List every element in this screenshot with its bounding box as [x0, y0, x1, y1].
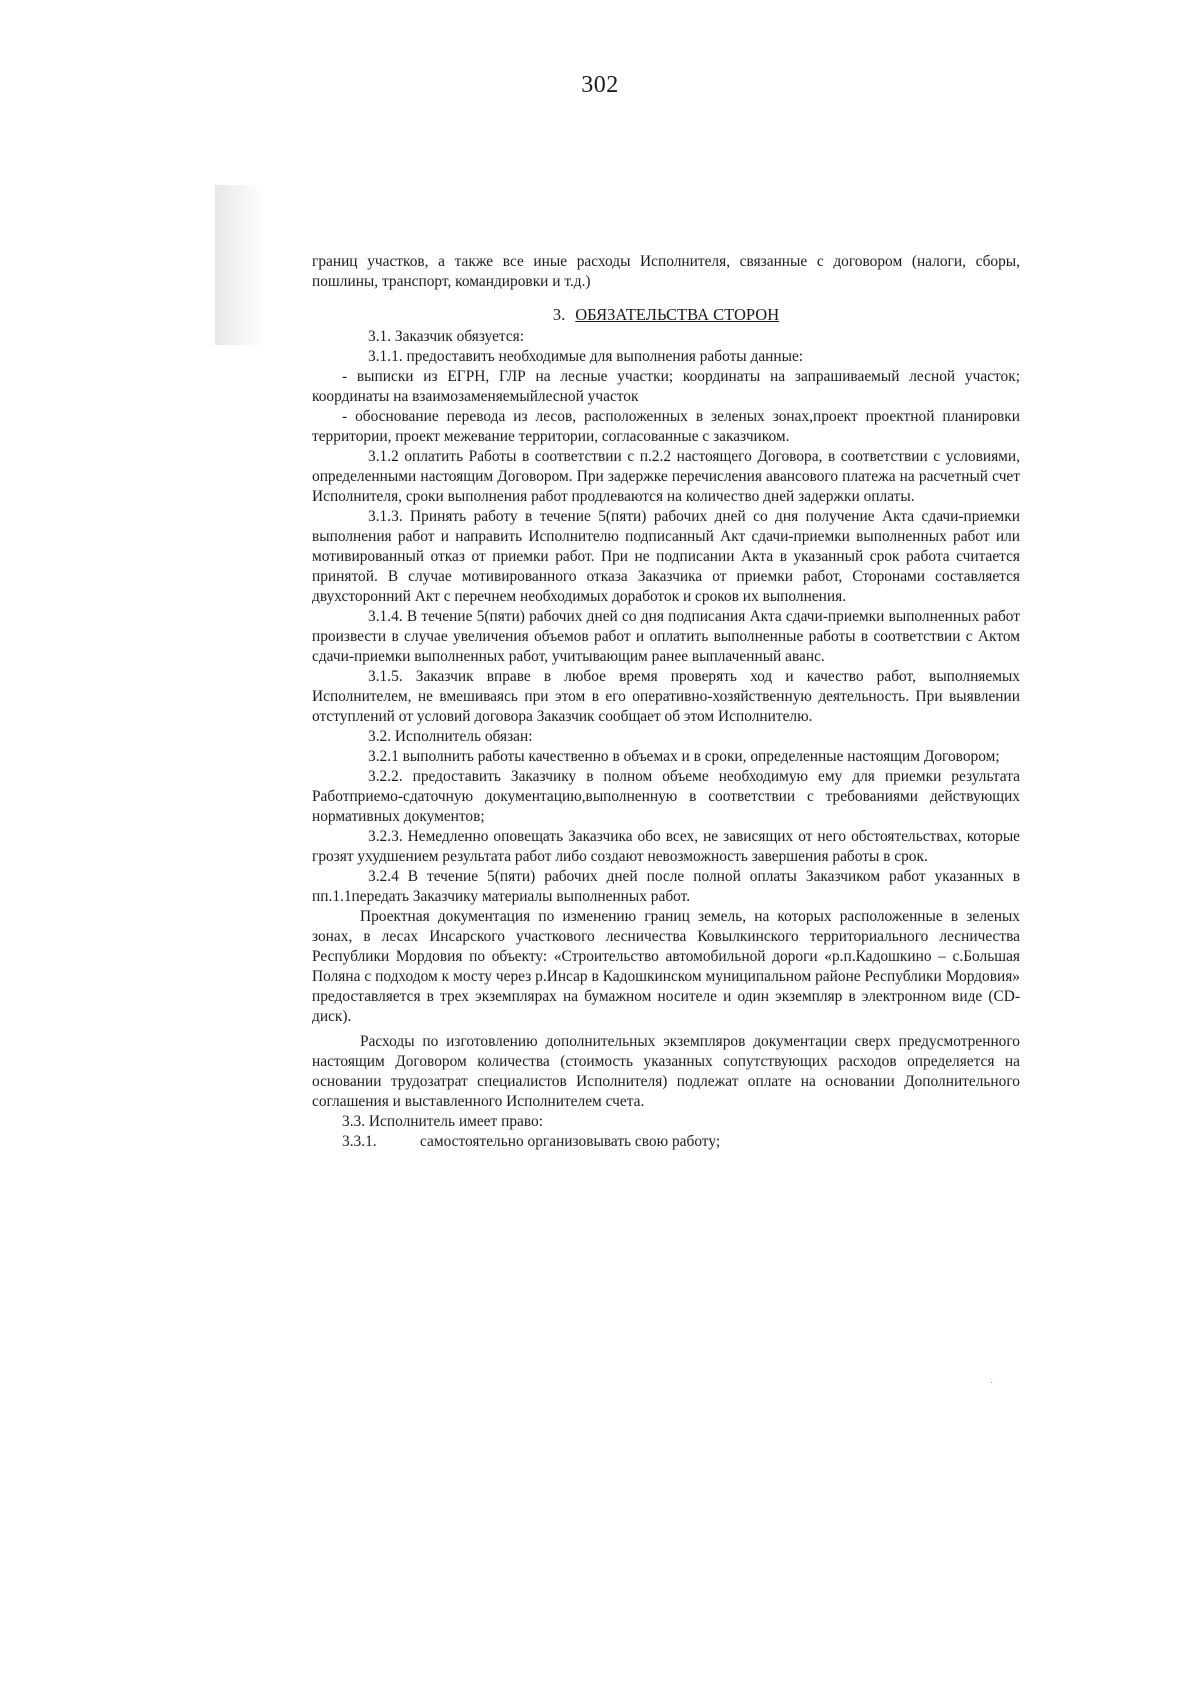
clause-3-2-4: 3.2.4 В течение 5(пяти) рабочих дней после полной оплаты Заказчиком работ указанных в пп.1.1передать Заказчику материалы выполненных работ. [312, 868, 1020, 905]
section-number: 3. [552, 305, 566, 324]
extra-copies-costs-paragraph: Расходы по изготовлению дополнительных экземпляров документации сверх предусмотренного настоящим Договором количества (стоимость указанных сопутствующих расходов определяется на основании трудозатрат специалистов Исполнителя) подлежат оплате на основании Дополнительного соглашения и выставленного Исполнителем счета. [312, 1033, 1020, 1110]
clause-3-2-2: 3.2.2. предоставить Заказчику в полном объеме необходимую ему для приемки результата Работприемо-сдаточную документацию,выполненную в соответствии с требованиями действующих нормативных документов; [312, 768, 1020, 825]
document-body [312, 252, 1020, 1152]
page-number: 302 [581, 72, 619, 98]
section-title: ОБЯЗАТЕЛЬСТВА СТОРОН [575, 305, 780, 324]
clause-3-3-1-number: 3.3.1. [342, 1133, 377, 1150]
section-heading [312, 305, 1020, 325]
clause-3-1-3: 3.1.3. Принять работу в течение 5(пяти) рабочих дней со дня получение Акта сдачи-приемки выполнения работ и направить Исполнителю подписанный Акт сдачи-приемки выполненных работ или мотивированный отказ от приемки работ. При не подписании Акта в указанный срок работа считается принятой. В случае мотивированного отказа Заказчика от приемки работ, Сторонами составляется двухсторонний Акт с перечнем необходимых доработок и сроков их выполнения. [312, 508, 1020, 605]
clause-3-2-1: 3.2.1 выполнить работы качественно в объемах и в сроки, определенные настоящим Договором; [368, 748, 1000, 765]
clause-3-3-1-text: самостоятельно организовывать свою работу; [420, 1133, 721, 1150]
clause-3-2-3: 3.2.3. Немедленно оповещать Заказчика обо всех, не зависящих от него обстоятельствах, которые грозят ухудшением результата работ либо создают невозможность завершения работы в срок. [312, 828, 1020, 865]
intro-paragraph: границ участков, а также все иные расходы Исполнителя, связанные с договором (налоги, сборы, пошлины, транспорт, командировки и т.д.) [312, 253, 1020, 290]
scan-speck: · [990, 1378, 994, 1389]
clause-3-1-5: 3.1.5. Заказчик вправе в любое время проверять ход и качество работ, выполняемых Исполнителем, не вмешиваясь при этом в его оперативно-хозяйственную деятельность. При выявлении отступлений от условий договора Заказчик сообщает об этом Исполнителю. [312, 668, 1020, 725]
scan-edge-shadow [215, 185, 265, 345]
clause-3-1-1: 3.1.1. предоставить необходимые для выполнения работы данные: [368, 348, 804, 365]
project-documentation-paragraph: Проектная документация по изменению границ земель, на которых расположенные в зеленых зонах, в лесах Инсарского участкового лесничества Ковылкинского территориального лесничества Республики Мордовия по объекту: «Строительство автомобильной дороги «р.п.Кадошкино – с.Большая Поляна с подходом к мосту через р.Инсар в Кадошкинском муниципальном районе Республики Мордовия» предоставляется в трех экземплярах на бумажном носителе и один экземпляр в электронном виде (CD-диск). [312, 908, 1020, 1025]
clause-3-3-1 [312, 1132, 1020, 1152]
clause-3-1-1-item-a: - выписки из ЕГРН, ГЛР на лесные участки; координаты на запрашиваемый лесной участок; координаты на взаимозаменяемыйлесной участок [312, 368, 1020, 405]
clause-3-2: 3.2. Исполнитель обязан: [368, 728, 533, 745]
clause-3-1: 3.1. Заказчик обязуется: [368, 328, 525, 345]
clause-3-3: 3.3. Исполнитель имеет право: [342, 1113, 543, 1130]
clause-3-1-2: 3.1.2 оплатить Работы в соответствии с п.2.2 настоящего Договора, в соответствии с условиями, определенными настоящим Договором. При задержке перечисления авансового платежа на расчетный счет Исполнителя, сроки выполнения работ продлеваются на количество дней задержки оплаты. [312, 448, 1020, 505]
clause-3-1-1-item-b: - обоснование перевода из лесов, расположенных в зеленых зонах,проект проектной планировки территории, проект межевание территории, согласованные с заказчиком. [312, 408, 1020, 445]
clause-3-1-4: 3.1.4. В течение 5(пяти) рабочих дней со дня подписания Акта сдачи-приемки выполненных работ произвести в случае увеличения объемов работ и оплатить выполненные работы в соответствии с Актом сдачи-приемки выполненных работ, учитывающим ранее выплаченный аванс. [312, 608, 1020, 665]
